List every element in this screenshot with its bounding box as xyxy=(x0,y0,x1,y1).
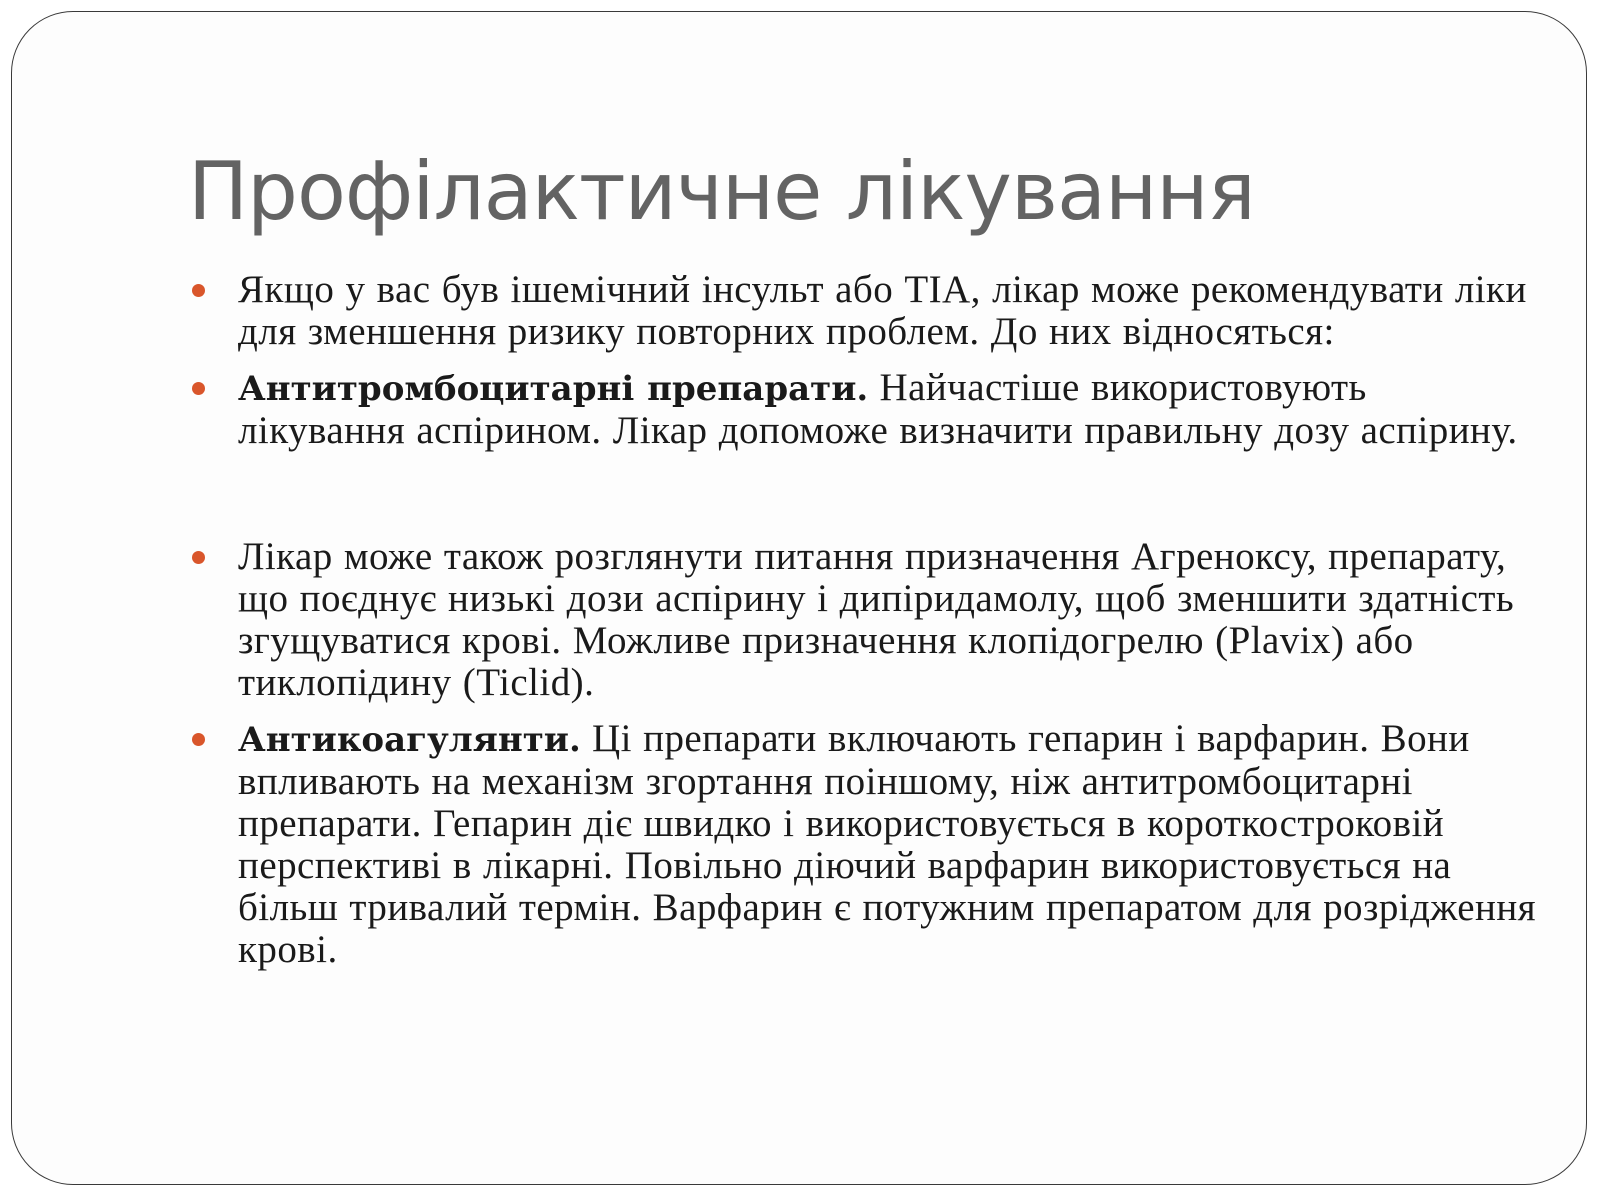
bullet-text: Лікар може також розглянути питання призначення Агреноксу, препарату, що поєднує низькі дози аспірину і дипіридамолу, щоб зменшити здатність згущуватися крові. Можливе призначення клопідогрелю (Plavix) або тиклопідину (Ticlid). xyxy=(238,535,1515,704)
bullet-text: Ці препарати включають гепарин і варфарин. Вони впливають на механізм згортання поіншому, ніж антитромбоцитарні препарати. Гепарин діє швидко і використовується в короткостроковій перспективі в лікарні. Повільно діючий варфарин використовується на більш тривалий термін. Варфарин є потужним препаратом для розрідження крові. xyxy=(238,717,1537,971)
slide-title: Профілактичне лікування xyxy=(188,145,1255,238)
bullet-item-2 xyxy=(188,367,1538,452)
bullet-text: Якщо у вас був ішемічний інсульт або TIA, лікар може рекомендувати ліки для зменшення ризику повторних проблем. До них відносяться: xyxy=(238,268,1527,353)
bullet-dot-icon xyxy=(192,733,205,746)
bullet-list xyxy=(188,269,1538,971)
slide-frame xyxy=(11,11,1587,1185)
bullet-lead: Антикоагулянти. xyxy=(238,720,581,760)
bullet-item-3 xyxy=(188,536,1538,704)
bullet-item-4 xyxy=(188,718,1538,971)
bullet-dot-icon xyxy=(192,382,205,395)
bullet-dot-icon xyxy=(192,551,205,564)
bullet-item-1 xyxy=(188,269,1538,353)
bullet-lead: Антитромбоцитарні препарати. xyxy=(238,369,869,409)
bullet-dot-icon xyxy=(192,284,205,297)
bullet-text: Найчастіше використовують лікування аспірином. Лікар допоможе визначити правильну дозу аспірину. xyxy=(238,366,1518,452)
